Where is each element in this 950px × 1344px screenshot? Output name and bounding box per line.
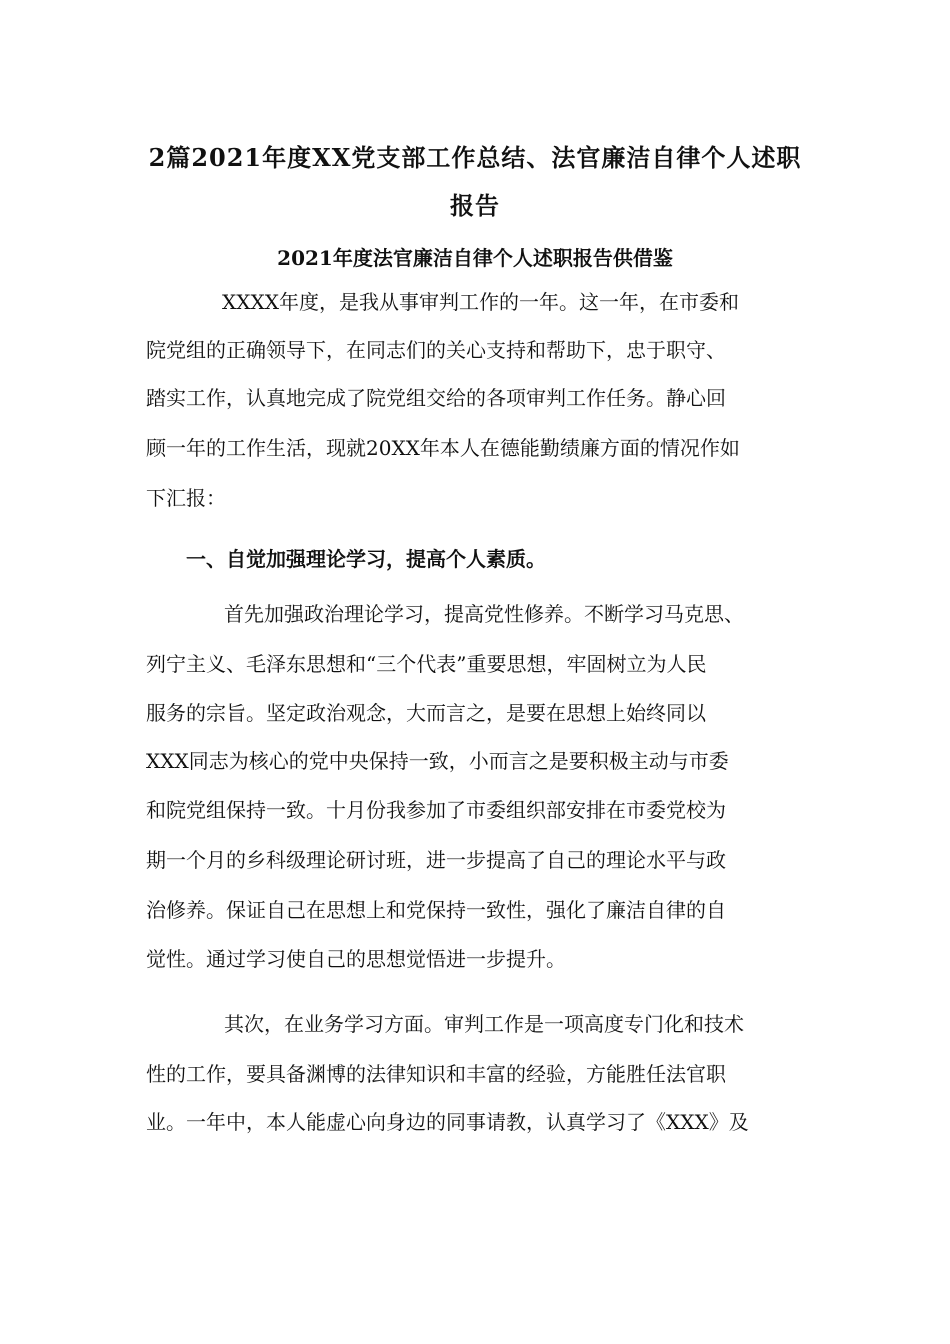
paragraph-line: 其次，在业务学习方面。审判工作是一项高度专门化和技术: [224, 1012, 744, 1036]
document-title-line-1: 2篇2021年度XX党支部工作总结、法官廉洁自律个人述职: [148, 143, 802, 172]
paragraph-line: 踏实工作，认真地完成了院党组交给的各项审判工作任务。静心回: [146, 386, 726, 410]
paragraph-line: XXXX年度，是我从事审判工作的一年。这一年，在市委和: [222, 290, 739, 314]
document-title-line-2: 报告: [450, 191, 500, 220]
paragraph-line: 下汇报：: [146, 486, 226, 510]
paragraph-line: 院党组的正确领导下，在同志们的关心支持和帮助下，忠于职守、: [146, 338, 726, 362]
paragraph-line: 顾一年的工作生活，现就20XX年本人在德能勤绩廉方面的情况作如: [146, 436, 740, 460]
paragraph-line: XXX同志为核心的党中央保持一致，小而言之是要积极主动与市委: [146, 749, 729, 773]
paragraph-line: 首先加强政治理论学习，提高党性修养。不断学习马克思、: [224, 602, 744, 626]
paragraph-line: 治修养。保证自己在思想上和党保持一致性，强化了廉洁自律的自: [146, 898, 726, 922]
paragraph-line: 服务的宗旨。坚定政治观念，大而言之，是要在思想上始终同以: [146, 701, 706, 725]
paragraph-line: 期一个月的乡科级理论研讨班，进一步提高了自己的理论水平与政: [146, 848, 726, 872]
paragraph-line: 列宁主义、毛泽东思想和“三个代表”重要思想，牢固树立为人民: [146, 652, 707, 676]
paragraph-line: 业。一年中，本人能虚心向身边的同事请教，认真学习了《XXX》及: [146, 1110, 749, 1134]
paragraph-line: 和院党组保持一致。十月份我参加了市委组织部安排在市委党校为: [146, 798, 726, 822]
paragraph-line: 觉性。通过学习使自己的思想觉悟进一步提升。: [146, 947, 566, 971]
section-heading: 一、自觉加强理论学习，提高个人素质。: [186, 547, 546, 571]
document-subtitle: 2021年度法官廉洁自律个人述职报告供借鉴: [277, 246, 673, 270]
paragraph-line: 性的工作，要具备渊博的法律知识和丰富的经验，方能胜任法官职: [146, 1062, 726, 1086]
